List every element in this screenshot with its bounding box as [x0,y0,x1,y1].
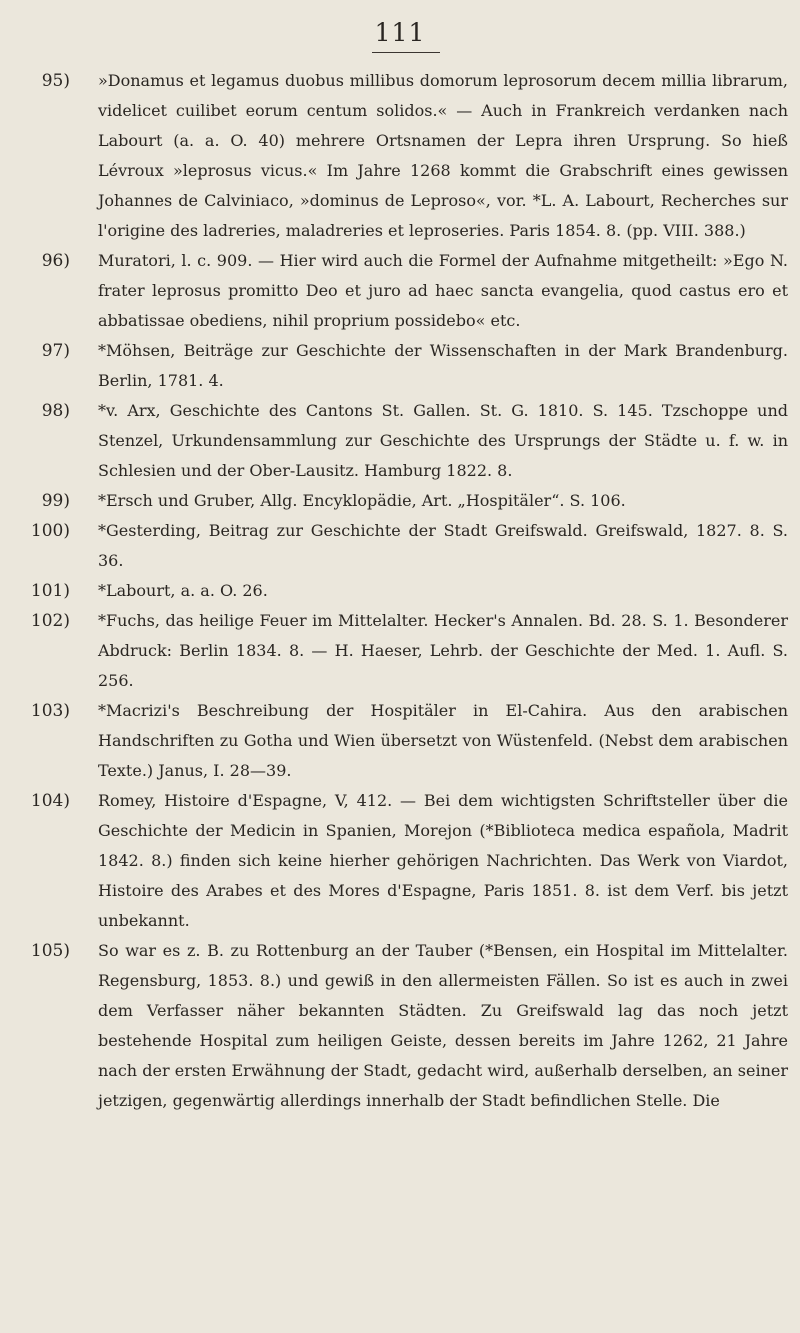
footnote-text: Romey, Histoire d'Espagne, V, 412. — Bei dem wichtigsten Schriftsteller über die Geschichte der Medicin in Spanien, Morejon (*Biblioteca medica española, Madrit 1842. 8.) finden sich keine hierher gehörigen Nachrichten. Das Werk von Viardot, Histoire des Arabes et des Mores d'Espagne, Paris 1851. 8. ist dem Verf. bis jetzt unbekannt. [98,791,788,930]
footnote-number: 105) [30,941,70,961]
footnote-number: 98) [41,401,70,421]
footnote [16,516,788,576]
footnote-text: *Gesterding, Beitrag zur Geschichte der Stadt Greifswald. Greifswald, 1827. 8. S. 36. [98,521,788,570]
footnote [16,336,788,396]
footnote [16,396,788,486]
footnote [16,576,788,606]
footnote-text: *v. Arx, Geschichte des Cantons St. Gallen. St. G. 1810. S. 145. Tzschoppe und Stenzel, Urkundensammlung zur Geschichte des Ursprungs der Städte u. f. w. in Schlesien und der Ober-Lausitz. Hamburg 1822. 8. [98,401,788,480]
footnote-number: 101) [30,581,70,601]
footnote-text: Muratori, l. c. 909. — Hier wird auch die Formel der Aufnahme mitgetheilt: »Ego N. frater leprosus promitto Deo et juro ad haec sancta evangelia, quod castus ero et abbatissae obediens, nihil proprium possidebo« etc. [98,251,788,330]
footnote-text: So war es z. B. zu Rottenburg an der Tauber (*Bensen, ein Hospital im Mittelalter. Regensburg, 1853. 8.) und gewiß in den allermeisten Fällen. So ist es auch in zwei dem Verfasser näher bekannten Städten. Zu Greifswald lag das noch jetzt bestehende Hospital zum heiligen Geiste, dessen bereits im Jahre 1262, 21 Jahre nach der ersten Erwähnung der Stadt, gedacht wird, außerhalb derselben, an seiner jetzigen, gegenwärtig allerdings innerhalb der Stadt befindlichen Stelle. Die [98,941,788,1110]
footnote-number: 100) [30,521,70,541]
footnote-number: 95) [41,71,70,91]
page-number: 111 [374,18,426,47]
footnote [16,786,788,936]
footnote [16,246,788,336]
footnote-text: *Labourt, a. a. O. 26. [98,581,268,600]
footnote-number: 102) [30,611,70,631]
footnote [16,66,788,246]
footnote-number: 99) [41,491,70,511]
footnote-text: »Donamus et legamus duobus millibus domorum leprosorum decem millia librarum, videlicet cuilibet eorum centum solidos.« — Auch in Frankreich verdanken nach Labourt (a. a. O. 40) mehrere Ortsnamen der Lepra ihren Ursprung. So hieß Lévroux »leprosus vicus.« Im Jahre 1268 kommt die Grabschrift eines gewissen Johannes de Calviniaco, »dominus de Leproso«, vor. *L. A. Labourt, Recherches sur l'origine des ladreries, maladreries et leproseries. Paris 1854. 8. (pp. VIII. 388.) [98,71,788,240]
footnote-text: *Möhsen, Beiträge zur Geschichte der Wissenschaften in der Mark Brandenburg. Berlin, 1781. 4. [98,341,788,390]
footnotes-list [16,66,788,1116]
footnote-number: 104) [30,791,70,811]
footnote-text: *Fuchs, das heilige Feuer im Mittelalter. Hecker's Annalen. Bd. 28. S. 1. Besonderer Abdruck: Berlin 1834. 8. — H. Haeser, Lehrb. der Geschichte der Med. 1. Aufl. S. 256. [98,611,788,690]
footnote [16,696,788,786]
footnote [16,486,788,516]
footnote-number: 103) [30,701,70,721]
footnote [16,606,788,696]
footnote-number: 97) [41,341,70,361]
footnote-text: *Macrizi's Beschreibung der Hospitäler in El-Cahira. Aus den arabischen Handschriften zu Gotha und Wien übersetzt von Wüstenfeld. (Nebst dem arabischen Texte.) Janus, I. 28—39. [98,701,788,780]
footnote [16,936,788,1116]
footnote-number: 96) [41,251,70,271]
header-rule [372,52,440,53]
footnote-text: *Ersch und Gruber, Allg. Encyklopädie, Art. „Hospitäler“. S. 106. [98,491,626,510]
